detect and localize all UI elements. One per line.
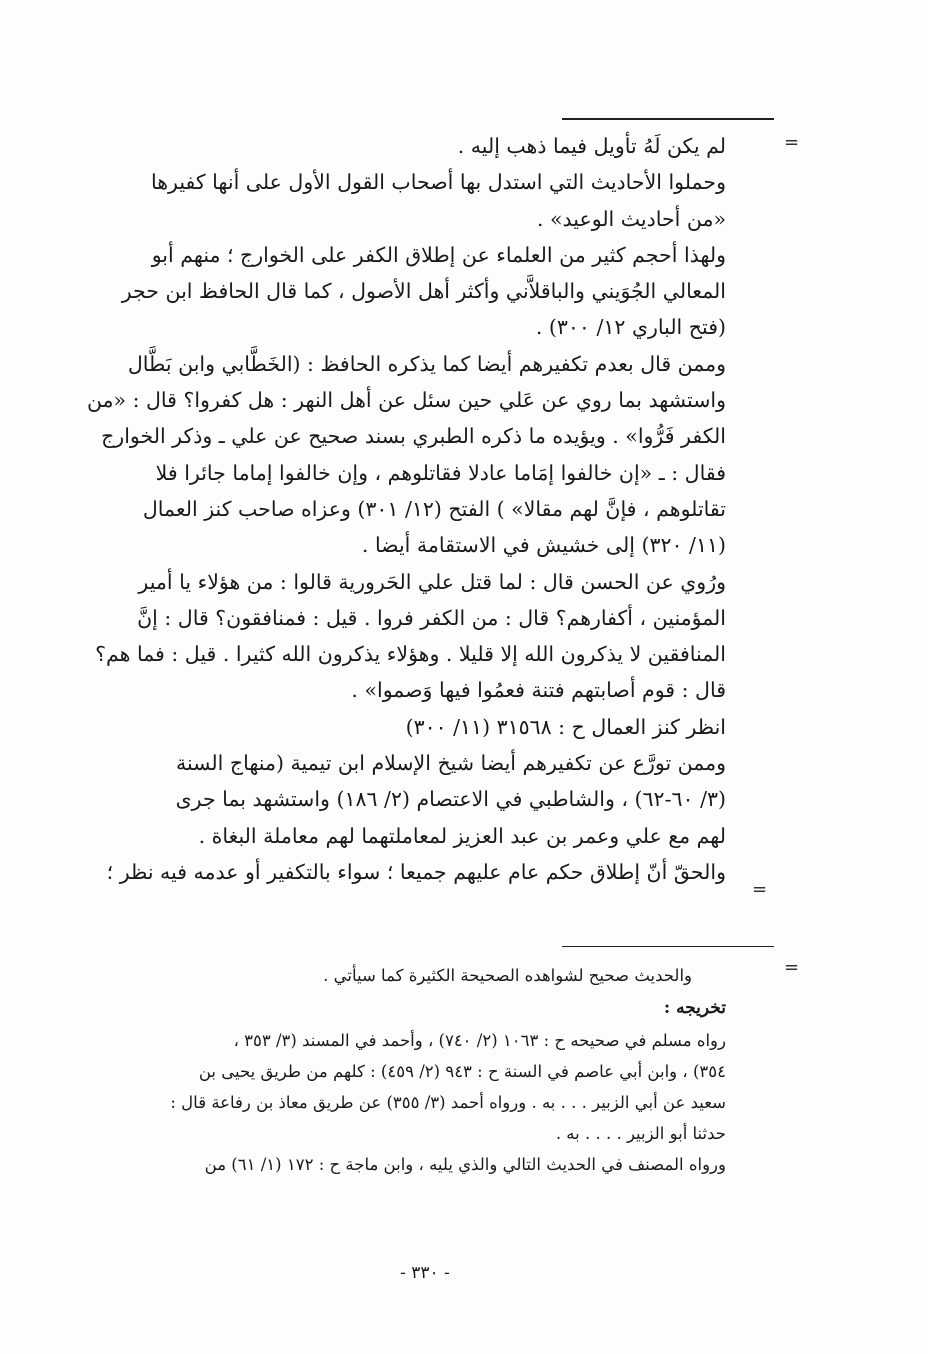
main-text-block: [60, 128, 726, 890]
top-separator-rule: [562, 118, 774, 120]
text-line: الكفر فَرُّوا» . ويؤيده ما ذكره الطبري بسند صحيح عن علي ـ وذكر الخوارج: [101, 424, 726, 449]
footnote-line: حدثنا أبو الزبير . . . . به .: [555, 1124, 726, 1143]
footnote-line: ورواه المصنف في الحديث التالي والذي يليه ، وابن ماجة ح : ١٧٢ (١/ ٦١) من: [204, 1155, 726, 1174]
text-line: لم يكن لَهُ تأويل فيما ذهب إليه .: [457, 134, 726, 158]
text-line: لهم مع علي وعمر بن عبد العزيز لمعاملتهما لهم معاملة البغاة .: [198, 823, 726, 848]
text-line: (١١/ ٣٢٠) إلى خشيش في الاستقامة أيضا .: [361, 533, 726, 558]
text-line: وممن قال بعدم تكفيرهم أيضا كما يذكره الحافظ : (الخَطَّابي وابن بَطَّال: [127, 351, 726, 376]
text-line: المؤمنين ، أكفارهم؟ قال : من الكفر فروا . قيل : فمنافقون؟ قال : إنَّ: [137, 605, 726, 630]
page-number: - ٣٣٠ -: [400, 1263, 450, 1283]
footnote-separator-rule: [562, 946, 774, 947]
text-line: ورُوي عن الحسن قال : لما قتل علي الحَرورية قالوا : من هؤلاء يا أمير: [138, 569, 726, 594]
continuation-marker-footnote: =: [784, 957, 800, 978]
continuation-marker-line-end: =: [752, 879, 768, 900]
text-line: «من أحاديث الوعيد» .: [536, 206, 726, 231]
text-line: انظر كنز العمال ح : ٣١٥٦٨ (١١/ ٣٠٠): [405, 714, 726, 739]
text-line: وحملوا الأحاديث التي استدل بها أصحاب القول الأول على أنها كفيرها: [150, 170, 726, 195]
text-line: (فتح الباري ١٢/ ٣٠٠) .: [535, 315, 726, 340]
text-line: واستشهد بما روي عن عَلي حين سئل عن أهل النهر : هل كفروا؟ قال : «من: [86, 388, 726, 413]
continuation-marker-top: =: [784, 132, 800, 153]
text-line: فقال : ـ «إن خالفوا إمَاما عادلا فقاتلوهم ، وإن خالفوا إماما جائرا فلا: [155, 460, 726, 485]
footnote-line: سعيد عن أبي الزبير . . . به . ورواه أحمد (٣/ ٣٥٥) عن طريق معاذ بن رفاعة قال :: [170, 1093, 726, 1112]
text-line: المنافقين لا يذكرون الله إلا قليلا . وهؤلاء يذكرون الله كثيرا . قيل : فما هم؟: [95, 642, 726, 667]
text-line: ولهذا أحجم كثير من العلماء عن إطلاق الكفر على الخوارج ؛ منهم أبو: [151, 242, 726, 267]
text-line: (٣/ ٦٠-٦٢) ، والشاطبي في الاعتصام (٢/ ١٨٦) واستشهد بما جرى: [175, 787, 726, 812]
footnote-block: [60, 960, 726, 1180]
text-line: قال : قوم أصابتهم فتنة فعمُوا فيها وَصموا» .: [351, 678, 726, 703]
text-line: تقاتلوهم ، فإنَّ لهم مقالا» ) الفتح (١٢/ ٣٠١) وعزاه صاحب كنز العمال: [142, 496, 726, 521]
text-line: وممن تورَّع عن تكفيرهم أيضا شيخ الإسلام ابن تيمية (منهاج السنة: [175, 751, 726, 776]
text-line: المعالي الجُوَيني والباقلاَّني وأكثر أهل الأصول ، كما قال الحافظ ابن حجر: [121, 279, 726, 304]
footnote-intro: والحديث صحيح لشواهده الصحيحة الكثيرة كما سيأتي .: [323, 966, 692, 985]
footnote-line: ٣٥٤) ، وابن أبي عاصم في السنة ح : ٩٤٣ (٢/ ٤٥٩) : كلهم من طريق يحيى بن: [198, 1062, 726, 1081]
footnote-heading: تخريجه :: [663, 998, 726, 1018]
text-line: والحقّ أنّ إطلاق حكم عام عليهم جميعا ؛ سواء بالتكفير أو عدمه فيه نظر ؛: [106, 859, 726, 884]
footnote-line: رواه مسلم في صحيحه ح : ١٠٦٣ (٢/ ٧٤٠) ، وأحمد في المسند (٣/ ٣٥٣ ،: [233, 1031, 726, 1050]
